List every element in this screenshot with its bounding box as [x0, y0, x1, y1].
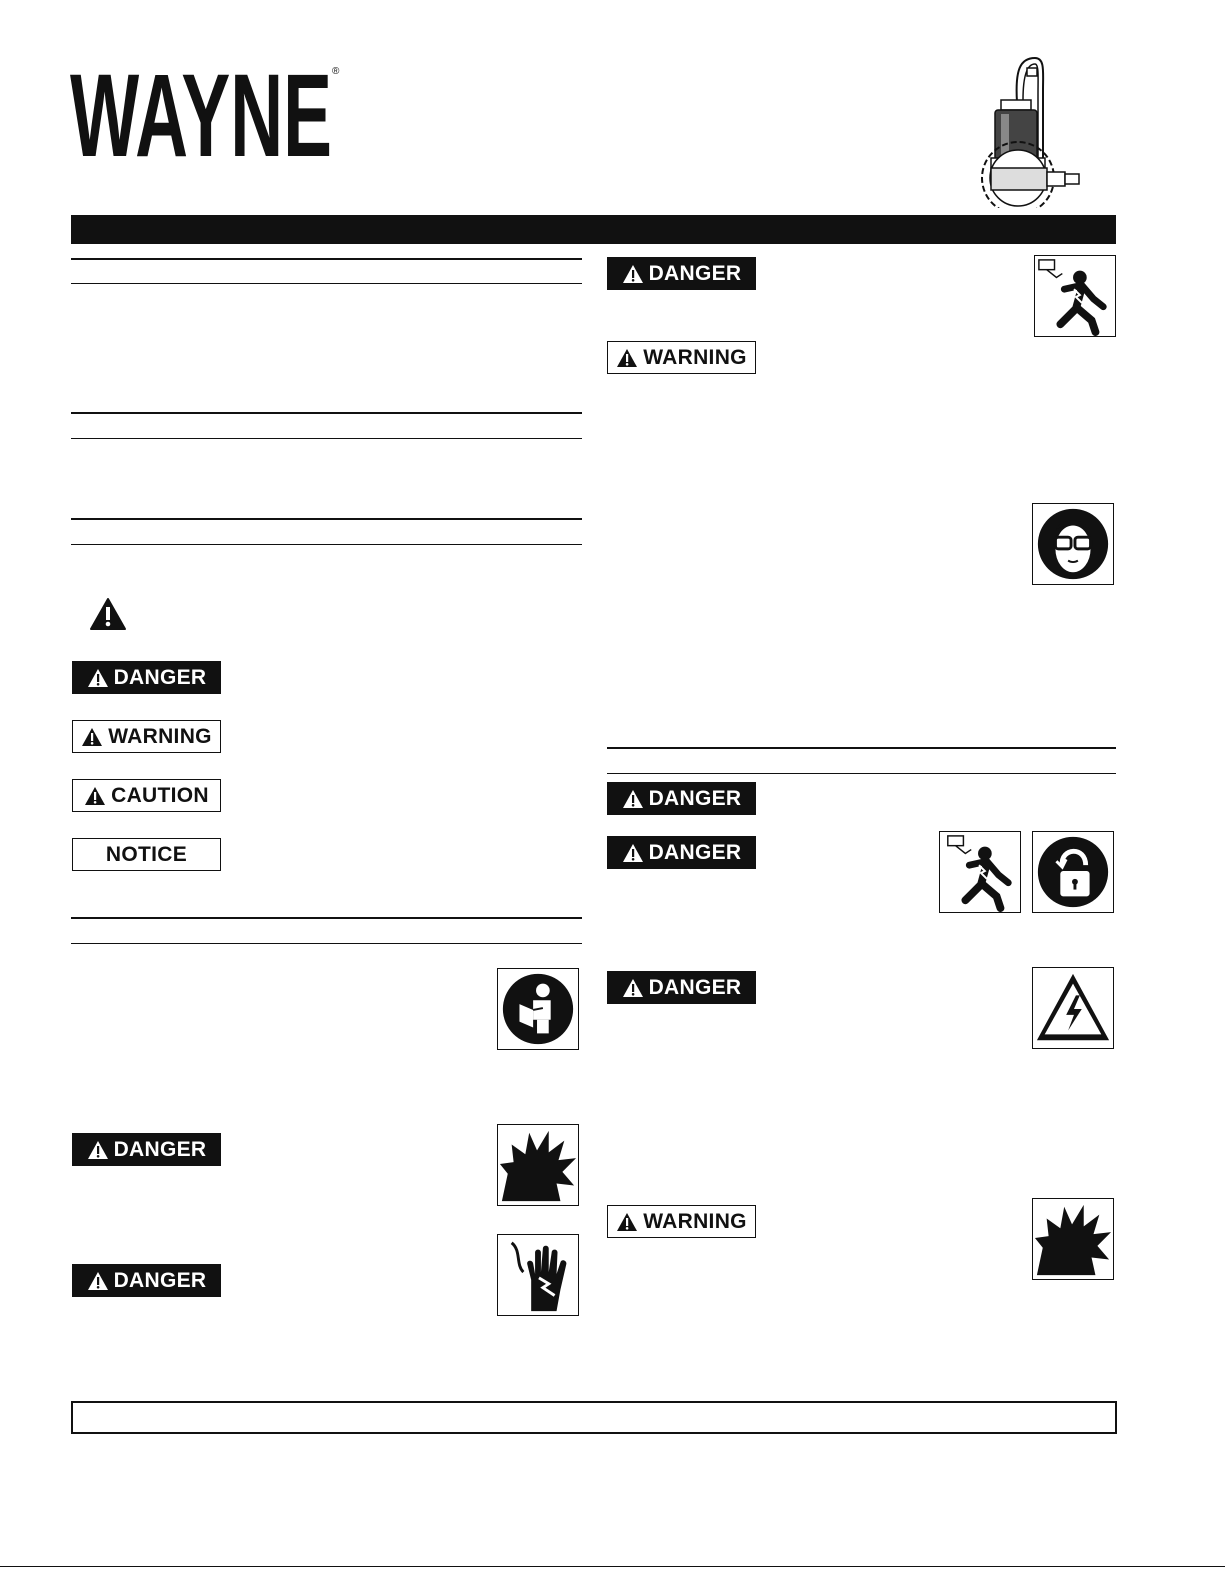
alert-triangle-icon	[622, 978, 644, 998]
caution-label	[72, 779, 221, 812]
section-rule	[607, 747, 1116, 749]
explosion-icon	[497, 1124, 579, 1206]
warning-label	[607, 1205, 756, 1238]
alert-triangle-icon	[622, 843, 644, 863]
alert-triangle-icon	[87, 1140, 109, 1160]
alert-triangle-icon	[622, 789, 644, 809]
danger-label	[607, 971, 756, 1004]
section-rule	[71, 943, 582, 944]
electrocution-icon	[1034, 255, 1116, 337]
electrocution-icon	[939, 831, 1021, 913]
danger-text: DANGER	[648, 786, 742, 810]
section-rule	[71, 283, 582, 284]
section-rule	[71, 917, 582, 919]
danger-text: DANGER	[113, 665, 207, 689]
danger-label	[607, 782, 756, 815]
section-rule	[71, 412, 582, 414]
alert-triangle-icon	[616, 348, 638, 368]
sump-pump-illustration	[965, 50, 1085, 208]
danger-label	[72, 661, 221, 694]
safety-goggles-icon	[1032, 503, 1114, 585]
warning-label	[72, 720, 221, 753]
danger-text: DANGER	[648, 261, 742, 285]
footer-box	[71, 1401, 1117, 1434]
alert-triangle-icon	[81, 727, 103, 747]
danger-text: DANGER	[648, 840, 742, 864]
warning-text: WARNING	[643, 345, 747, 369]
section-rule	[71, 518, 582, 520]
lockout-padlock-icon	[1032, 831, 1114, 913]
high-voltage-icon	[1032, 967, 1114, 1049]
logo-text: WAYNE	[70, 62, 332, 160]
explosion-icon	[1032, 1198, 1114, 1280]
danger-label	[72, 1133, 221, 1166]
alert-triangle-icon	[89, 597, 127, 631]
registered-mark: ®	[332, 66, 340, 77]
warning-text: WARNING	[108, 724, 212, 748]
danger-label	[607, 836, 756, 869]
bottom-rule	[0, 1566, 1225, 1567]
warning-text: WARNING	[643, 1209, 747, 1233]
notice-text: NOTICE	[105, 842, 188, 866]
section-rule	[71, 544, 582, 545]
alert-triangle-icon	[87, 668, 109, 688]
alert-triangle-icon	[87, 1271, 109, 1291]
section-rule	[71, 258, 582, 260]
danger-label	[607, 257, 756, 290]
danger-text: DANGER	[113, 1137, 207, 1161]
danger-text: DANGER	[648, 975, 742, 999]
wayne-logo	[70, 62, 342, 160]
warning-label	[607, 341, 756, 374]
title-bar	[71, 215, 1116, 244]
section-rule	[607, 773, 1116, 774]
danger-label	[72, 1264, 221, 1297]
read-manual-icon	[497, 968, 579, 1050]
caution-text: CAUTION	[111, 783, 209, 807]
alert-triangle-icon	[622, 264, 644, 284]
shock-hand-icon	[497, 1234, 579, 1316]
alert-triangle-icon	[84, 786, 106, 806]
alert-triangle-icon	[616, 1212, 638, 1232]
section-rule	[71, 438, 582, 439]
danger-text: DANGER	[113, 1268, 207, 1292]
notice-label	[72, 838, 221, 871]
